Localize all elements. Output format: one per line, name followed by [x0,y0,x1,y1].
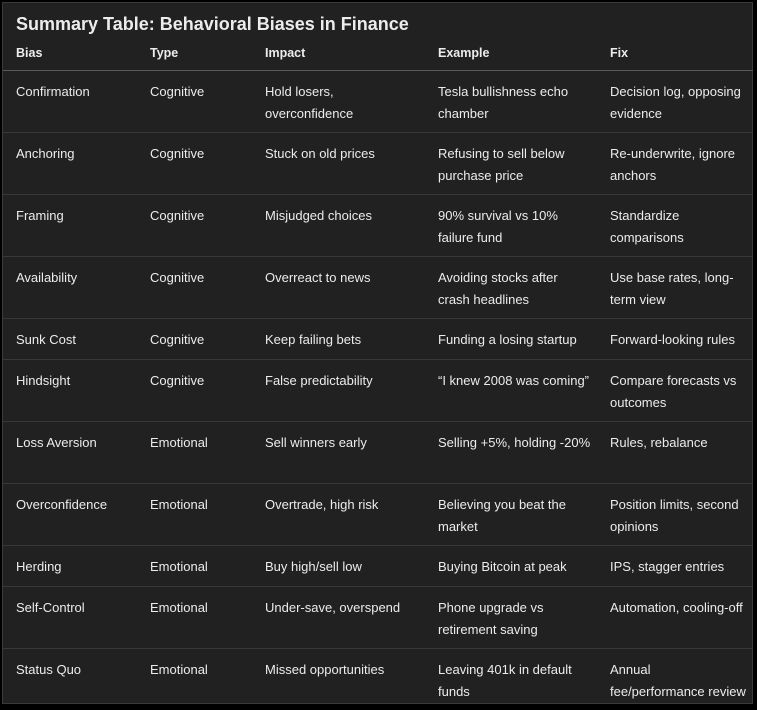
cell-bias: Self-Control [3,587,137,649]
cell-type: Emotional [137,484,252,546]
cell-fix: Forward-looking rules [597,319,753,360]
cell-fix: Annual fee/performance review [597,649,753,710]
cell-fix: Position limits, second opinions [597,484,753,546]
cell-type: Cognitive [137,195,252,257]
cell-fix: Decision log, opposing evidence [597,71,753,133]
table-row [3,257,753,319]
cell-bias: Availability [3,257,137,319]
column-header-bias: Bias [3,36,137,71]
cell-example: Believing you beat the market [425,484,597,546]
cell-fix: Standardize comparisons [597,195,753,257]
cell-bias: Herding [3,546,137,587]
cell-type: Emotional [137,649,252,710]
cell-bias: Sunk Cost [3,319,137,360]
cell-bias: Framing [3,195,137,257]
table-header-row [3,36,753,71]
column-header-impact: Impact [252,36,425,71]
column-header-fix: Fix [597,36,753,71]
cell-example: Phone upgrade vs retirement saving [425,587,597,649]
cell-example: Buying Bitcoin at peak [425,546,597,587]
table-row [3,422,753,484]
cell-impact: Under-save, overspend [252,587,425,649]
cell-example: Tesla bullishness echo chamber [425,71,597,133]
cell-fix: Rules, rebalance [597,422,753,484]
cell-bias: Confirmation [3,71,137,133]
table-row [3,319,753,360]
cell-type: Cognitive [137,257,252,319]
table-row [3,71,753,133]
table-row [3,360,753,422]
cell-fix: IPS, stagger entries [597,546,753,587]
cell-fix: Compare forecasts vs outcomes [597,360,753,422]
cell-type: Cognitive [137,319,252,360]
table-row [3,195,753,257]
cell-impact: Missed opportunities [252,649,425,710]
cell-impact: Stuck on old prices [252,133,425,195]
cell-bias: Anchoring [3,133,137,195]
cell-fix: Automation, cooling-off [597,587,753,649]
cell-example: Funding a losing startup [425,319,597,360]
table-row [3,133,753,195]
cell-impact: Hold losers, overconfidence [252,71,425,133]
cell-impact: Keep failing bets [252,319,425,360]
cell-bias: Status Quo [3,649,137,710]
cell-type: Emotional [137,422,252,484]
cell-type: Cognitive [137,133,252,195]
cell-bias: Hindsight [3,360,137,422]
cell-impact: Buy high/sell low [252,546,425,587]
cell-type: Cognitive [137,71,252,133]
cell-impact: Misjudged choices [252,195,425,257]
page-title: Summary Table: Behavioral Biases in Finance [16,13,409,35]
table-row [3,649,753,710]
cell-type: Emotional [137,546,252,587]
cell-type: Cognitive [137,360,252,422]
cell-example: Avoiding stocks after crash headlines [425,257,597,319]
cell-impact: Overtrade, high risk [252,484,425,546]
cell-impact: False predictability [252,360,425,422]
cell-example: 90% survival vs 10% failure fund [425,195,597,257]
cell-bias: Overconfidence [3,484,137,546]
column-header-example: Example [425,36,597,71]
content-panel [2,2,753,704]
table-row [3,484,753,546]
table-row [3,546,753,587]
bias-table [3,36,753,710]
cell-example: Selling +5%, holding -20% [425,422,597,484]
cell-example: “I knew 2008 was coming” [425,360,597,422]
cell-impact: Sell winners early [252,422,425,484]
cell-fix: Re-underwrite, ignore anchors [597,133,753,195]
cell-fix: Use base rates, long-term view [597,257,753,319]
column-header-type: Type [137,36,252,71]
cell-example: Refusing to sell below purchase price [425,133,597,195]
table-row [3,587,753,649]
cell-bias: Loss Aversion [3,422,137,484]
cell-example: Leaving 401k in default funds [425,649,597,710]
cell-impact: Overreact to news [252,257,425,319]
cell-type: Emotional [137,587,252,649]
